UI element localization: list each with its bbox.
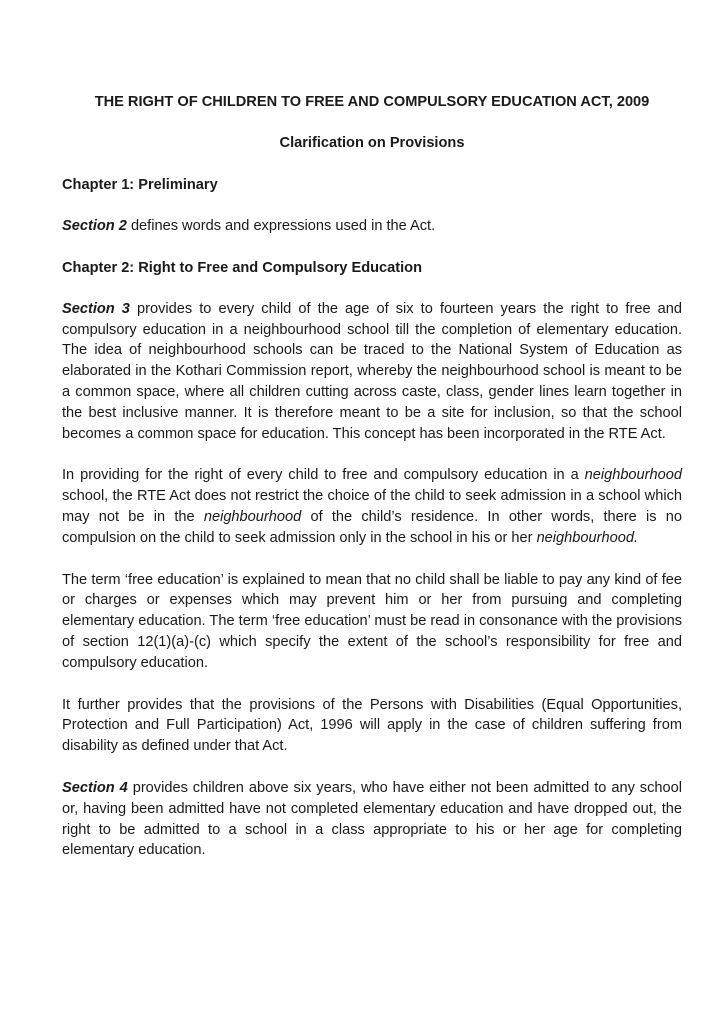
document-subtitle: Clarification on Provisions: [279, 135, 465, 151]
section-2-text: defines words and expressions used in the Act.: [126, 218, 436, 234]
neighbourhood-emphasis-2: neighbourhood: [203, 508, 302, 525]
section-3-label: Section 3: [62, 300, 130, 317]
neighbourhood-emphasis-3: neighbourhood.: [536, 529, 638, 546]
section-2-label: Section 2: [62, 218, 127, 234]
neighbourhood-paragraph: [62, 465, 682, 548]
neighbourhood-text-part-2: school, the RTE Act does not restrict the choice of the child to seek admission in a school which may not be in the: [62, 488, 682, 525]
chapter-1-heading: Chapter 1: Preliminary: [62, 177, 218, 193]
disabilities-paragraph: It further provides that the provisions of the Persons with Disabilities (Equal Opportunities, Protection and Full Participation) Act, 1996 will apply in the case of children suffering from disability as defined under that Act.: [62, 696, 682, 755]
chapter-2-heading: Chapter 2: Right to Free and Compulsory Education: [62, 259, 423, 276]
section-3-text: provides to every child of the age of six to fourteen years the right to free and compulsory education in a neighbourhood school till the completion of elementary education. The idea of neighbourhood schools can be traced to the National System of Education as elaborated in the Kothari Commission report, whereby the neighbourhood school is meant to be a common space, where all children cutting across caste, class, gender lines learn together in the best inclusive manner. It is therefore meant to be a site for inclusion, so that the school becomes a common space for education. This concept has been incorporated in the RTE Act.: [62, 300, 682, 442]
section-4-paragraph: [62, 778, 682, 861]
section-2-paragraph: [62, 216, 682, 237]
section-4-text: provides children above six years, who have either not been admitted to any school or, having been admitted have not completed elementary education and have dropped out, the right to be admitted to a school in a class appropriate to his or her age for completing elementary education.: [62, 779, 682, 859]
section-3-paragraph: [62, 299, 682, 445]
neighbourhood-emphasis-1: neighbourhood: [584, 467, 682, 484]
section-4-label: Section 4: [62, 779, 128, 796]
free-education-paragraph: The term ‘free education’ is explained to mean that no child shall be liable to pay any kind of fee or charges or expenses which may prevent him or her from pursuing and completing elementary education. The term ‘free education’ must be read in consonance with the provisions of section 12(1)(a)-(c) which specify the extent of the school’s responsibility for free and compulsory education.: [62, 571, 682, 671]
document-title: THE RIGHT OF CHILDREN TO FREE AND COMPULSORY EDUCATION ACT, 2009: [94, 94, 650, 110]
neighbourhood-text-part-3: of the child’s residence. In other words, there is no compulsion on the child to seek admission only in the school in his or her: [62, 508, 682, 546]
neighbourhood-text-part-1: In providing for the right of every child to free and compulsory education in a: [62, 467, 585, 484]
